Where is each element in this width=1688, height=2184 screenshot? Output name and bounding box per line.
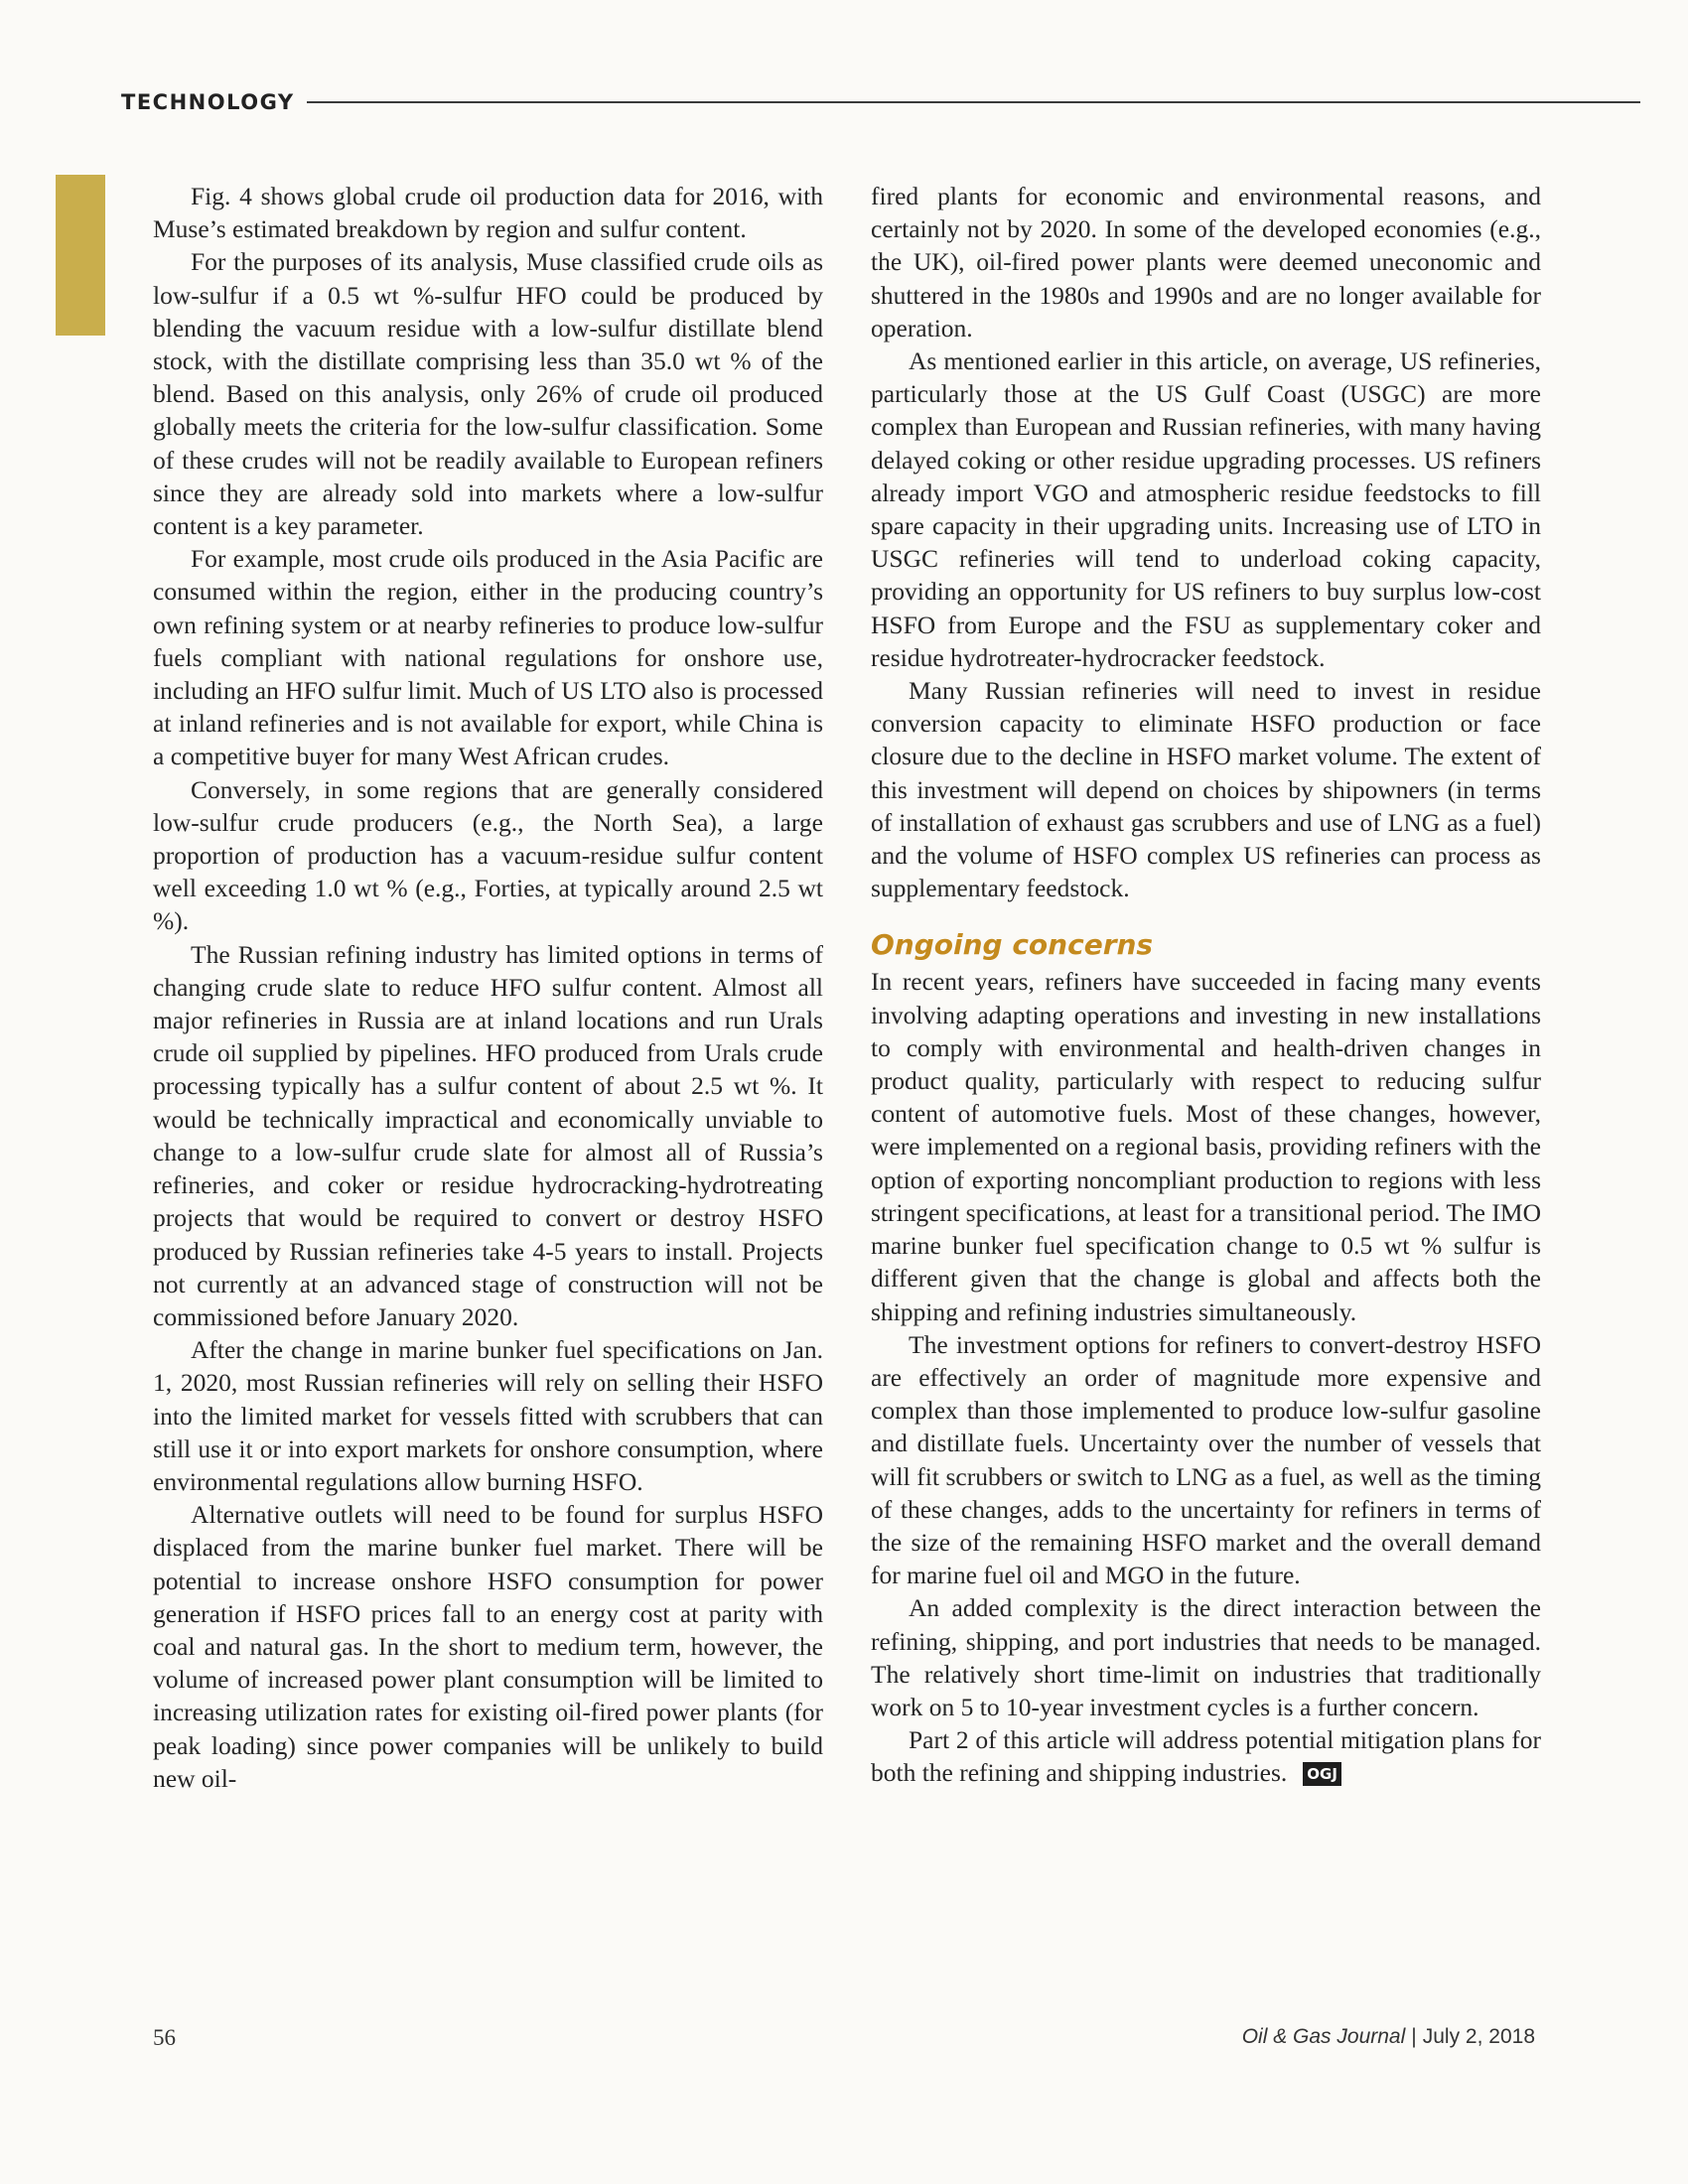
left-column — [153, 180, 823, 1795]
paragraph: Conversely, in some regions that are generally considered low-sulfur crude producers (e.g., the North Sea), a large proportion of production has a vacuum-residue sulfur content well exceeding 1.0 wt % (e.g., Forties, at typically around 2.5 wt %). — [153, 774, 823, 936]
right-column — [871, 180, 1541, 1790]
paragraph: After the change in marine bunker fuel specifications on Jan. 1, 2020, most Russian refineries will rely on selling their HSFO into the limited market for vessels fitted with scrubbers that can still use it or into export markets for onshore consumption, where environmental regulations allow burning HSFO. — [153, 1335, 823, 1496]
subhead-ongoing-concerns: Ongoing concerns — [871, 928, 1154, 962]
header-rule — [307, 101, 1640, 103]
publication-line — [1242, 2025, 1535, 2049]
ogj-end-mark-icon: OGJ — [1303, 1762, 1341, 1786]
paragraph: The Russian refining industry has limited options in terms of changing crude slate to reduce HFO sulfur content. Almost all major refineries in Russia are at inland locations and run Urals crude oil supplied by pipelines. HFO produced from Urals crude processing typically has a sulfur content of about 2.5 wt %. It would be technically impractical and economically unviable to change to a low-sulfur crude slate for almost all of Russia’s refineries, and coker or residue hydrocracking-hydrotreating projects that would be required to convert or destroy HSFO produced by Russian refineries take 4-5 years to install. Projects not currently at an advanced stage of construction will not be commissioned before January 2020. — [153, 939, 823, 1331]
journal-name: Oil & Gas Journal — [1241, 2025, 1406, 2048]
accent-bar — [56, 175, 105, 336]
closing-paragraph — [871, 1723, 1541, 1789]
paragraph: The investment options for refiners to convert-destroy HSFO are effectively an order of magnitude more expensive and complex than those implemented to produce low-sulfur gasoline and distillate fuels. Uncertainty over the number of vessels that will fit scrubbers or switch to LNG as a fuel, as well as the timing of these changes, adds to the uncertainty for refiners in terms of the size of the remaining HSFO market and the overall demand for marine fuel oil and MGO in the future. — [871, 1329, 1541, 1590]
paragraph: For the purposes of its analysis, Muse classified crude oils as low-sulfur if a 0.5 wt %-sulfur HFO could be produced by blending the vacuum residue with a low-sulfur distillate blend stock, with the distillate comprising less than 35.0 wt % of the blend. Based on this analysis, only 26% of crude oil produced globally meets the criteria for the low-sulfur classification. Some of these crudes will not be readily available to European refiners since they are already sold into markets where a low-sulfur content is a key parameter. — [153, 247, 823, 541]
separator: | — [1411, 2025, 1417, 2048]
continued-paragraph: fired plants for economic and environmental reasons, and certainly not by 2020. In some of the developed economies (e.g., the UK), oil-fired power plants were deemed uneconomic and shuttered in the 1980s and 1990s and are no longer available for operation. — [871, 182, 1541, 342]
paragraph: Fig. 4 shows global crude oil production data for 2016, with Muse’s estimated breakdown by region and sulfur content. — [153, 182, 823, 244]
paragraph: In recent years, refiners have succeeded in facing many events involving adapting operations and investing in new installations to comply with environmental and health-driven changes in product quality, particularly with respect to reducing sulfur content of automotive fuels. Most of these changes, however, were implemented on a regional basis, providing refiners with the option of exporting noncompliant production to regions with less stringent specifications, at least for a transitional period. The IMO marine bunker fuel specification change to 0.5 wt % sulfur is different given that the change is global and affects both the shipping and refining industries simultaneously. — [871, 967, 1541, 1326]
page-number: 56 — [153, 2025, 176, 2050]
closing-text: Part 2 of this article will address potential mitigation plans for both the refining and shipping industries. — [871, 1725, 1541, 1788]
section-label: TECHNOLOGY — [121, 90, 295, 114]
paragraph: For example, most crude oils produced in the Asia Pacific are consumed within the region, either in the producing country’s own refining system or at nearby refineries to produce low-sulfur fuels compliant with national regulations for onshore use, including an HFO sulfur limit. Much of US LTO also is processed at inland refineries and is not available for export, while China is a competitive buyer for many West African crudes. — [153, 544, 823, 771]
paragraph: Many Russian refineries will need to invest in residue conversion capacity to eliminate HSFO production or face closure due to the decline in HSFO market volume. The extent of this investment will depend on choices by shipowners (in terms of installation of exhaust gas scrubbers and use of LNG as a fuel) and the volume of HSFO complex US refineries can process as supplementary feedstock. — [871, 676, 1541, 903]
paragraph: As mentioned earlier in this article, on average, US refineries, particularly those at the US Gulf Coast (USGC) are more complex than European and Russian refineries, with many having delayed coking or other residue upgrading processes. US refiners already import VGO and atmospheric residue feedstocks to fill spare capacity in their upgrading units. Increasing use of LTO in USGC refineries will tend to underload coking capacity, providing an opportunity for US refiners to buy surplus low-cost HSFO from Europe and the FSU as supplementary coker and residue hydrotreater-hydrocracker feedstock. — [871, 346, 1541, 672]
paragraph: An added complexity is the direct interaction between the refining, shipping, and port industries that needs to be managed. The relatively short time-limit on industries that traditionally work on 5 to 10-year investment cycles is a further concern. — [871, 1593, 1541, 1721]
paragraph: Alternative outlets will need to be found for surplus HSFO displaced from the marine bunker fuel market. There will be potential to increase onshore HSFO consumption for power generation if HSFO prices fall to an energy cost at parity with coal and natural gas. In the short to medium term, however, the volume of increased power plant consumption will be limited to increasing utilization rates for existing oil-fired power plants (for peak loading) since power companies will be unlikely to build new oil- — [153, 1500, 823, 1793]
issue-date: July 2, 2018 — [1422, 2025, 1535, 2048]
page-header — [121, 87, 1640, 117]
